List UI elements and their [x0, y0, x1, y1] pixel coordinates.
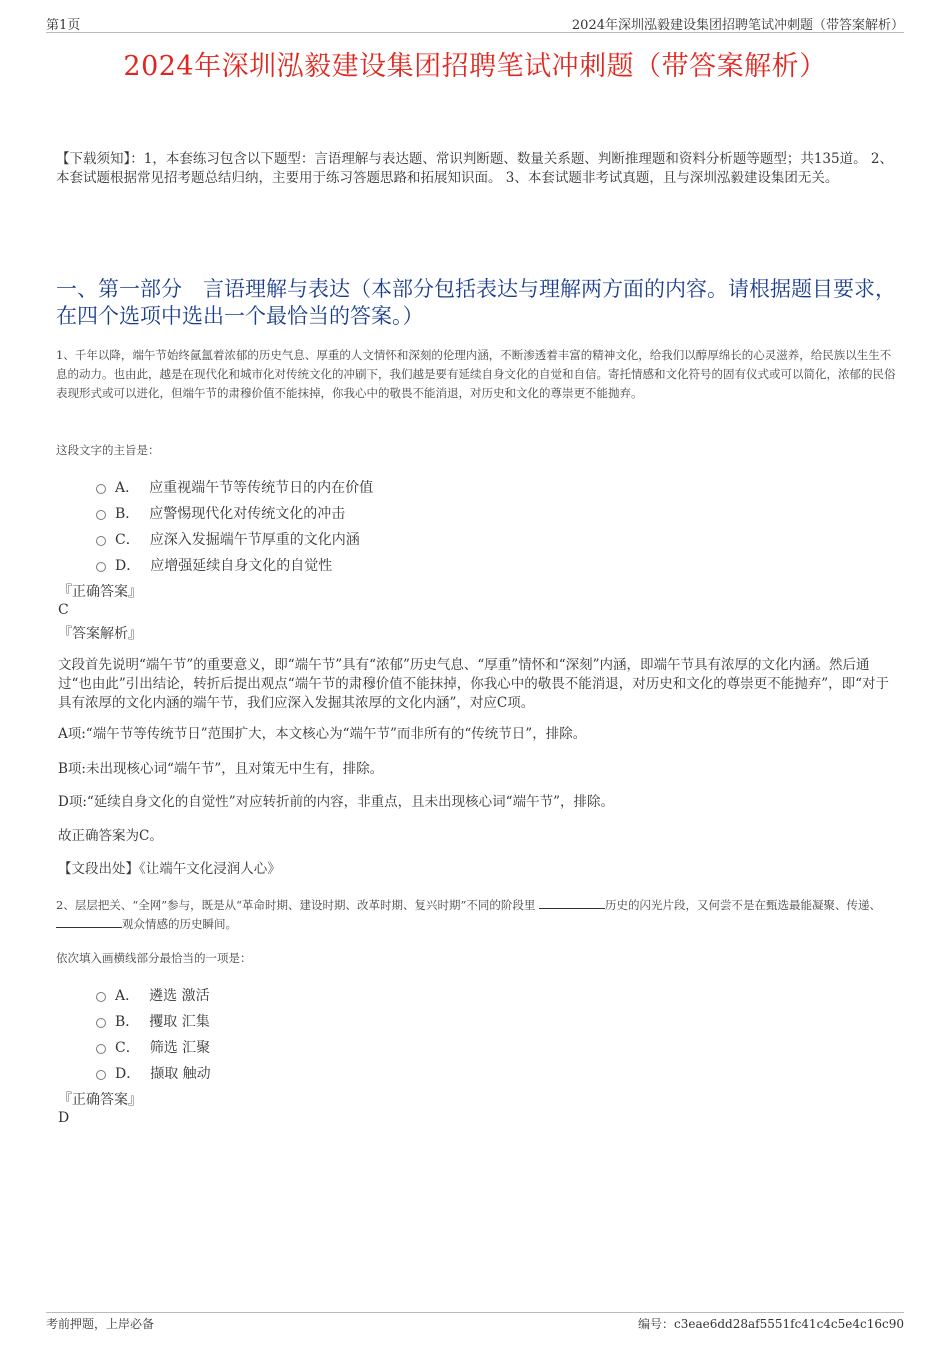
option-letter: A．	[115, 480, 140, 496]
fill-blank-2	[56, 915, 122, 928]
option-text: 应深入发掘端午节厚重的文化内涵	[149, 532, 360, 548]
option-text: 筛选 汇聚	[149, 1040, 211, 1056]
footer-slogan: 考前押题，上岸必备	[46, 1317, 155, 1331]
q1-option-d[interactable]	[96, 555, 332, 575]
question-2-text	[56, 896, 898, 934]
option-text: 应警惕现代化对传统文化的冲击	[149, 506, 346, 522]
page-number: 第1页	[46, 18, 81, 33]
analysis-label: 『答案解析』	[58, 626, 142, 642]
option-letter: D．	[115, 1066, 141, 1082]
header-divider	[46, 32, 904, 33]
radio-icon[interactable]	[96, 536, 106, 546]
option-text: 攫取 汇集	[149, 1014, 210, 1030]
footer-divider	[46, 1312, 904, 1313]
question-1-prompt: 这段文字的主旨是：	[56, 443, 160, 457]
option-text: 应重视端午节等传统节日的内在价值	[149, 480, 374, 496]
q2-option-a[interactable]	[96, 985, 210, 1005]
option-letter: D．	[115, 558, 141, 574]
radio-icon[interactable]	[96, 992, 106, 1002]
option-text: 应增强延续自身文化的自觉性	[150, 558, 333, 574]
option-b-note: B项:未出现核心词“端午节”，且对策无中生有，排除。	[58, 761, 384, 777]
answer-label: 『正确答案』	[58, 584, 142, 600]
correct-answer: C	[58, 602, 69, 618]
answer-label: 『正确答案』	[58, 1092, 142, 1108]
radio-icon[interactable]	[96, 1044, 106, 1054]
download-notice: 【下载须知】：1，本套练习包含以下题型：言语理解与表达题、常识判断题、数量关系题、判断推理题和资料分析题等题型；共135道。 2、本套试题根据常见招考题总结归纳，主要用于练习答题思路和拓展知识面。 3、本套试题非考试真题，且与深圳泓毅建设集团无关。	[56, 151, 893, 186]
q2-text-part-b: 历史的闪光片段，又何尝不是在甄选最能凝聚、传递、	[605, 898, 881, 912]
q2-text-part-a: 2、层层把关、“全网”参与，既是从“革命时期、建设时期、改革时期、复兴时期”不同的阶段里	[56, 898, 536, 912]
source-text: 【文段出处】《让端午文化浸润人心》	[58, 861, 281, 877]
question-1-text: 1、千年以降，端午节始终氤氲着浓郁的历史气息、厚重的人文情怀和深刻的伦理内涵，不断渗透着丰富的精神文化，给我们以醇厚绵长的心灵滋养，给民族以生生不息的动力。也由此，越是在现代化和城市化对传统文化的冲刷下，我们越是要有延续自身文化的自觉和自信。寄托情感和文化符号的固有仪式或可以简化，浓郁的民俗表现形式或可以进化，但端午节的肃穆价值不能抹掉，你我心中的敬畏不能消退，对历史和文化的尊崇更不能抛弃。	[56, 348, 896, 400]
fill-blank-1	[539, 896, 605, 909]
radio-icon[interactable]	[96, 1070, 106, 1080]
header-doc-title: 2024年深圳泓毅建设集团招聘笔试冲刺题（带答案解析）	[571, 18, 904, 33]
q2-option-c[interactable]	[96, 1037, 210, 1057]
page-title: 2024年深圳泓毅建设集团招聘笔试冲刺题（带答案解析）	[123, 51, 827, 82]
q2-text-part-c: 观众情感的历史瞬间。	[122, 917, 237, 931]
option-d-note: D项:“延续自身文化的自觉性”对应转折前的内容，非重点，且未出现核心词“端午节”，排除。	[58, 794, 614, 810]
option-text: 撷取 触动	[150, 1066, 211, 1082]
option-a-note: A项:“端午节等传统节日”范围扩大，本文核心为“端午节”而非所有的“传统节日”，排除。	[58, 726, 587, 742]
radio-icon[interactable]	[96, 562, 106, 572]
option-letter: C．	[115, 1040, 140, 1056]
q1-option-c[interactable]	[96, 529, 360, 549]
option-text: 遴选 激活	[149, 988, 210, 1004]
question-2-prompt: 依次填入画横线部分最恰当的一项是：	[56, 951, 252, 965]
analysis-text: 文段首先说明“端午节”的重要意义，即“端午节”具有“浓郁”历史气息、“厚重”情怀和“深刻”内涵，即端午节具有浓厚的文化内涵。然后通过“也由此”引出结论，转折后提出观点“端午节的肃穆价值不能抹掉，你我心中的敬畏不能消退，对历史和文化的尊崇更不能抛弃”，即“对于具有浓厚的文化内涵的端午节，我们应深入发掘其浓厚的文化内涵”，对应C项。	[58, 657, 890, 711]
radio-icon[interactable]	[96, 1018, 106, 1028]
radio-icon[interactable]	[96, 484, 106, 494]
q2-option-b[interactable]	[96, 1011, 210, 1031]
option-letter: B．	[115, 506, 140, 522]
option-letter: B．	[115, 1014, 140, 1030]
conclusion-text: 故正确答案为C。	[58, 828, 163, 844]
q1-option-a[interactable]	[96, 477, 373, 497]
section-heading: 一、第一部分 言语理解与表达（本部分包括表达与理解两方面的内容。请根据题目要求，在四个选项中选出一个最恰当的答案。）	[56, 277, 896, 328]
document-id: 编号：c3eae6dd28af5551fc41c4c5e4c16c90	[638, 1317, 904, 1331]
q1-option-b[interactable]	[96, 503, 345, 523]
option-letter: C．	[115, 532, 140, 548]
correct-answer: D	[58, 1110, 70, 1126]
option-letter: A．	[115, 988, 140, 1004]
radio-icon[interactable]	[96, 510, 106, 520]
q2-option-d[interactable]	[96, 1063, 211, 1083]
